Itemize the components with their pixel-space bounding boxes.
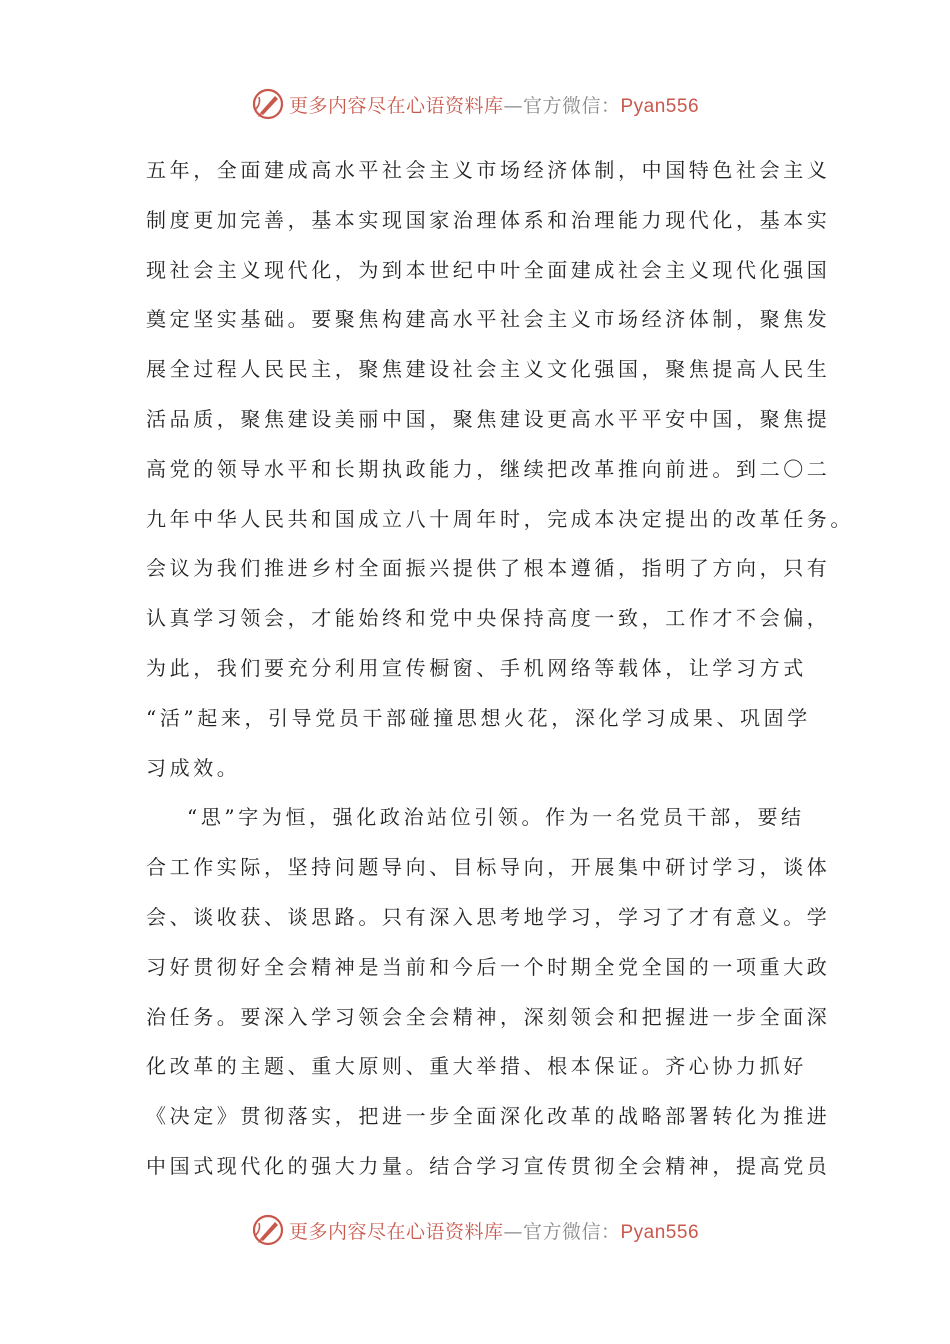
footer-text <box>289 1217 699 1244</box>
document-body <box>146 146 854 1192</box>
body-line: 为此，我们要充分利用宣传橱窗、手机网络等载体，让学习方式 <box>146 655 807 680</box>
body-line: 化改革的主题、重大原则、重大举措、根本保证。齐心协力抓好 <box>146 1054 807 1079</box>
body-line: 会议为我们推进乡村全面振兴提供了根本遵循，指明了方向，只有 <box>146 556 831 581</box>
body-line: 中国式现代化的强大力量。结合学习宣传贯彻全会精神，提高党员 <box>146 1153 831 1178</box>
body-line: 会、谈收获、谈思路。只有深入思考地学习，学习了才有意义。学 <box>146 904 831 929</box>
body-line: 高党的领导水平和长期执政能力，继续把改革推向前进。到二〇二 <box>146 456 831 481</box>
body-line: 活品质，聚焦建设美丽中国，聚焦建设更高水平平安中国，聚焦提 <box>146 406 831 431</box>
header-text-wechat: Pyan556 <box>620 95 700 117</box>
body-line: 制度更加完善，基本实现国家治理体系和治理能力现代化，基本实 <box>146 207 831 232</box>
footer-watermark <box>0 1210 950 1250</box>
body-line: 五年，全面建成高水平社会主义市场经济体制，中国特色社会主义 <box>146 158 831 182</box>
body-line: 奠定坚实基础。要聚焦构建高水平社会主义市场经济体制，聚焦发 <box>146 307 831 332</box>
body-line: 展全过程人民民主，聚焦建设社会主义文化强国，聚焦提高人民生 <box>146 357 831 382</box>
header-text-site: 更多内容尽在心语资料库 <box>288 94 504 117</box>
header-text <box>289 91 699 118</box>
body-line: 习成效。 <box>146 755 241 780</box>
body-line: 现社会主义现代化，为到本世纪中叶全面建成社会主义现代化强国 <box>146 257 831 282</box>
header-text-label: —官方微信： <box>503 94 621 117</box>
body-line: 九年中华人民共和国成立八十周年时，完成本决定提出的改革任务。 <box>146 506 854 531</box>
pen-logo-icon <box>251 1213 285 1247</box>
body-line: 认真学习领会，才能始终和党中央保持高度一致，工作才不会偏， <box>146 606 831 631</box>
footer-text-wechat: Pyan556 <box>620 1221 700 1243</box>
body-line: 治任务。要深入学习领会全会精神，深刻领会和把握进一步全面深 <box>146 1004 831 1029</box>
pen-logo-icon <box>251 87 285 121</box>
body-line: 合工作实际，坚持问题导向、目标导向，开展集中研讨学习，谈体 <box>146 855 831 880</box>
footer-text-label: —官方微信： <box>503 1220 621 1243</box>
header-watermark <box>0 84 950 124</box>
body-line: 《决定》贯彻落实，把进一步全面深化改革的战略部署转化为推进 <box>146 1104 831 1129</box>
footer-text-site: 更多内容尽在心语资料库 <box>288 1220 504 1243</box>
body-line-paragraph-start: “思”字为恒，强化政治站位引领。作为一名党员干部，要结 <box>187 805 805 830</box>
body-line: “活”起来，引导党员干部碰撞思想火花，深化学习成果、巩固学 <box>146 705 811 730</box>
body-line: 习好贯彻好全会精神是当前和今后一个时期全党全国的一项重大政 <box>146 954 831 979</box>
